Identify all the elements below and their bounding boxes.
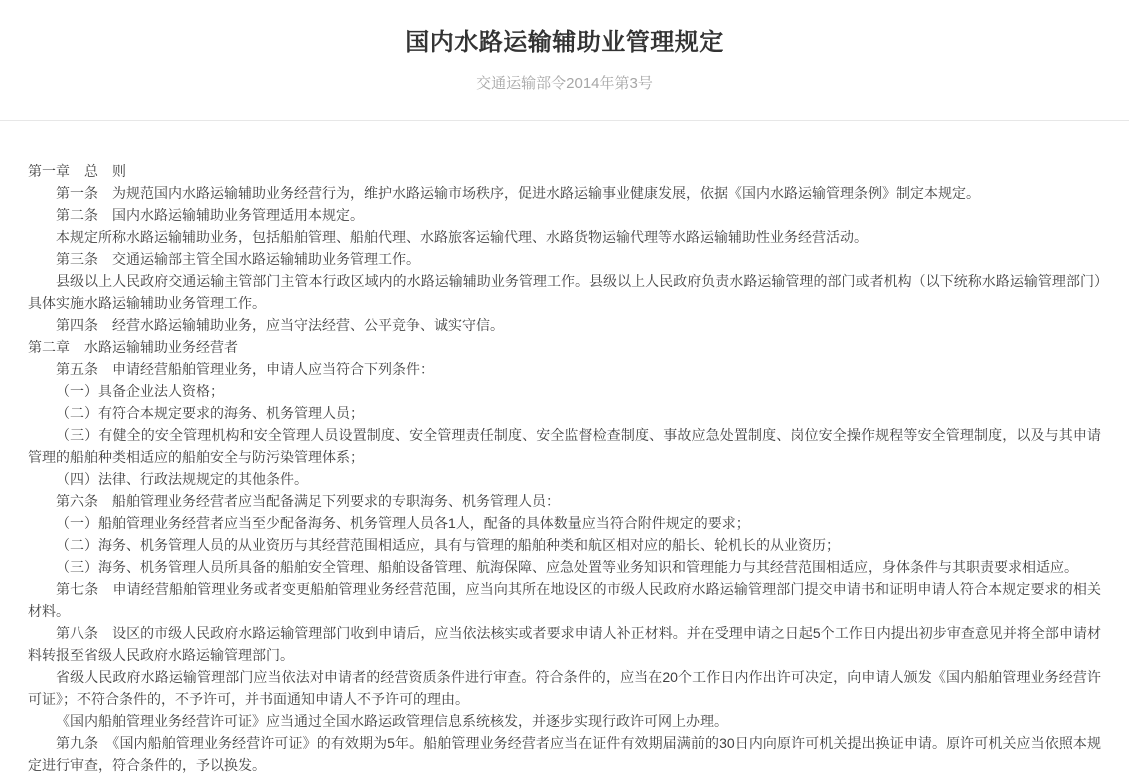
paragraph: 第八条 设区的市级人民政府水路运输管理部门收到申请后，应当依法核实或者要求申请人补正材料。并在受理申请之日起5个工作日内提出初步审查意见并将全部申请材料转报至省级人民政府水路运输管理部门。 xyxy=(28,625,1101,663)
paragraph: 第六条 船舶管理业务经营者应当配备满足下列要求的专职海务、机务管理人员： xyxy=(56,493,560,509)
paragraph: （二）有符合本规定要求的海务、机务管理人员； xyxy=(56,405,364,421)
paragraph: （二）海务、机务管理人员的从业资历与其经营范围相适应，具有与管理的船舶种类和航区相对应的船长、轮机长的从业资历； xyxy=(56,537,840,553)
paragraph: （一）船舶管理业务经营者应当至少配备海务、机务管理人员各1人，配备的具体数量应当符合附件规定的要求； xyxy=(56,515,750,531)
page-title: 国内水路运输辅助业管理规定 xyxy=(405,29,724,56)
paragraph: 第三条 交通运输部主管全国水路运输辅助业务管理工作。 xyxy=(56,251,420,267)
document-number-subtitle: 交通运输部令2014年第3号 xyxy=(476,75,653,92)
paragraph: 本规定所称水路运输辅助业务，包括船舶管理、船舶代理、水路旅客运输代理、水路货物运输代理等水路运输辅助性业务经营活动。 xyxy=(56,229,868,245)
paragraph: 第二条 国内水路运输辅助业务管理适用本规定。 xyxy=(56,207,364,223)
paragraph: 省级人民政府水路运输管理部门应当依法对申请者的经营资质条件进行审查。符合条件的，应当在20个工作日内作出许可决定，向申请人颁发《国内船舶管理业务经营许可证》；不符合条件的，不予许可，并书面通知申请人不予许可的理由。 xyxy=(28,669,1101,707)
paragraph: 第一条 为规范国内水路运输辅助业务经营行为，维护水路运输市场秩序，促进水路运输事业健康发展，依据《国内水路运输管理条例》制定本规定。 xyxy=(56,185,980,201)
paragraph: （四）法律、行政法规规定的其他条件。 xyxy=(56,471,308,487)
paragraph: 第五条 申请经营船舶管理业务，申请人应当符合下列条件： xyxy=(56,361,434,377)
paragraph: 第七条 申请经营船舶管理业务或者变更船舶管理业务经营范围，应当向其所在地设区的市级人民政府水路运输管理部门提交申请书和证明申请人符合本规定要求的相关材料。 xyxy=(28,581,1101,619)
paragraph: （三）海务、机务管理人员所具备的船舶安全管理、船舶设备管理、航海保障、应急处置等业务知识和管理能力与其经营范围相适应，身体条件与其职责要求相适应。 xyxy=(56,559,1078,575)
paragraph: 《国内船舶管理业务经营许可证》应当通过全国水路运政管理信息系统核发，并逐步实现行政许可网上办理。 xyxy=(56,713,728,729)
paragraph: （一）具备企业法人资格； xyxy=(56,383,224,399)
paragraph: （三）有健全的安全管理机构和安全管理人员设置制度、安全管理责任制度、安全监督检查制度、事故应急处置制度、岗位安全操作规程等安全管理制度，以及与其申请管理的船舶种类相适应的船舶安全与防污染管理体系； xyxy=(28,427,1101,465)
paragraph: 县级以上人民政府交通运输主管部门主管本行政区域内的水路运输辅助业务管理工作。县级以上人民政府负责水路运输管理的部门或者机构（以下统称水路运输管理部门）具体实施水路运输辅助业务管理工作。 xyxy=(28,273,1101,311)
document-body xyxy=(0,121,1129,776)
paragraph: 第四条 经营水路运输辅助业务，应当守法经营、公平竞争、诚实守信。 xyxy=(56,317,504,333)
chapter-heading: 第一章 总 则 xyxy=(28,163,126,179)
chapter-heading: 第二章 水路运输辅助业务经营者 xyxy=(28,339,238,355)
document-header xyxy=(0,0,1129,121)
paragraph: 第九条 《国内船舶管理业务经营许可证》的有效期为5年。船舶管理业务经营者应当在证件有效期届满前的30日内向原许可机关提出换证申请。原许可机关应当依照本规定进行审查，符合条件的，予以换发。 xyxy=(28,735,1101,773)
